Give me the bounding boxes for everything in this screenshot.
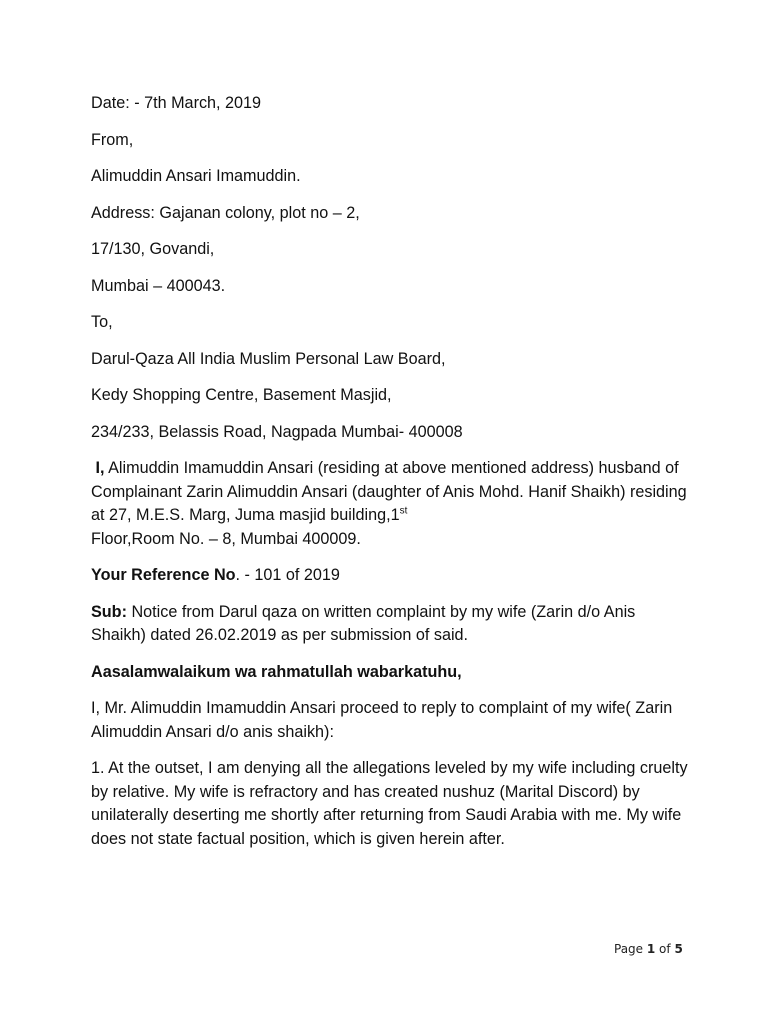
reference-dot: . bbox=[235, 566, 241, 584]
sender-address-line: Address: Gajanan colony, plot no – 2, bbox=[91, 203, 360, 222]
intro-text: Alimuddin Imamuddin Ansari (residing at above mentioned address) husband of Complainant Zarin Alimuddin Ansari (daughter of Anis Mohd. Hanif Shaikh) residing at 27, M.E.S. Marg, Juma masjid building,1 bbox=[91, 459, 687, 524]
salutation-text: Aasalamwalaikum wa rahmatullah wabarkatuhu, bbox=[91, 662, 462, 681]
recipient-line: Kedy Shopping Centre, Basement Masjid, bbox=[91, 386, 392, 404]
from-label: From, bbox=[91, 130, 134, 149]
sender-name: Alimuddin Ansari Imamuddin. bbox=[91, 167, 301, 185]
subject-text: Notice from Darul qaza on written complaint by my wife (Zarin d/o Anis Shaikh) dated 26.02.2019 as per submission of said. bbox=[91, 602, 636, 644]
page-number-footer bbox=[614, 942, 683, 956]
reference-value: - 101 of 2019 bbox=[240, 566, 340, 584]
current-page: 1 bbox=[646, 942, 656, 956]
body-paragraph: 1. At the outset, I am denying all the allegations leveled by my wife including cruelty by relative. My wife is refractory and has created nushuz (Marital Discord) by unilaterally deserting me shortly after returning from Saudi Arabia with me. My wife does not state factual position, which is given herein after. bbox=[91, 759, 688, 848]
letter-body bbox=[91, 92, 691, 864]
of-label: of bbox=[655, 942, 675, 956]
recipient-line: 234/233, Belassis Road, Nagpada Mumbai- 400008 bbox=[91, 422, 463, 441]
sender-address-line: Mumbai – 400043. bbox=[91, 276, 226, 295]
salutation bbox=[91, 661, 691, 685]
body-paragraph: I, Mr. Alimuddin Imamuddin Ansari proceed to reply to complaint of my wife( Zarin Alimuddin Ansari d/o anis shaikh): bbox=[91, 699, 673, 741]
intro-superscript: st bbox=[399, 505, 408, 517]
subject-paragraph bbox=[91, 601, 691, 648]
reference-label: Your Reference No bbox=[91, 566, 236, 584]
reference-line bbox=[91, 564, 691, 588]
recipient-line: Darul-Qaza All India Muslim Personal Law Board, bbox=[91, 349, 446, 368]
page-label: Page bbox=[614, 942, 647, 956]
total-pages: 5 bbox=[674, 942, 683, 956]
sender-address-line: 17/130, Govandi, bbox=[91, 240, 215, 258]
intro-text-continued: Floor,Room No. – 8, Mumbai 400009. bbox=[91, 529, 361, 548]
to-label: To, bbox=[91, 313, 113, 331]
intro-paragraph bbox=[91, 457, 691, 551]
subject-label: Sub: bbox=[91, 602, 127, 621]
intro-lead: I, bbox=[95, 459, 105, 477]
letter-date: Date: - 7th March, 2019 bbox=[91, 94, 262, 112]
